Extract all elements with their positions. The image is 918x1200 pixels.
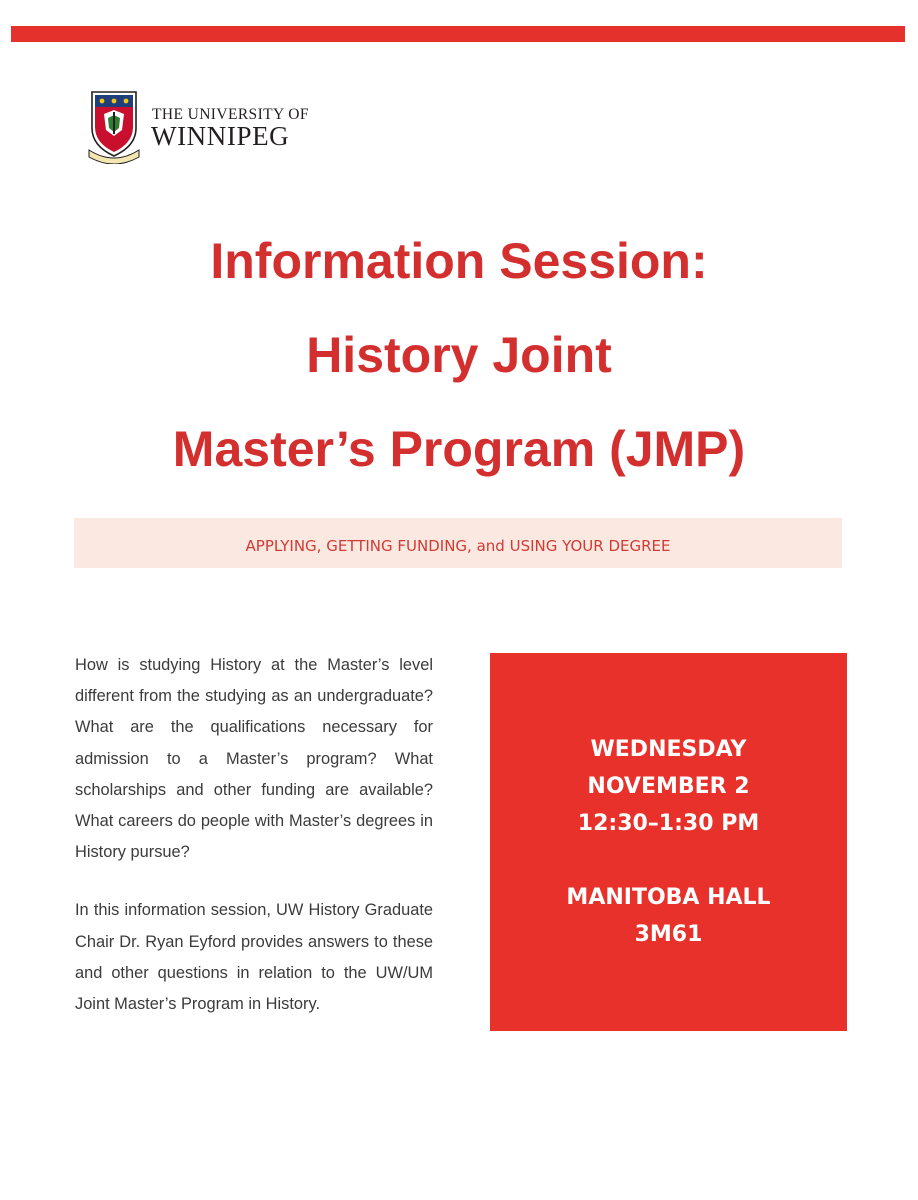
university-logo [86, 88, 326, 164]
subtitle-band: APPLYING, GETTING FUNDING, and USING YOUR DEGREE [74, 518, 842, 568]
university-crest-icon [86, 88, 142, 164]
event-day: WEDNESDAY [590, 737, 747, 762]
title-line-3: Master’s Program (JMP) [172, 421, 746, 477]
page-title [0, 214, 918, 496]
event-time: 12:30–1:30 PM [577, 811, 760, 836]
title-line-1: Information Session: [210, 233, 708, 289]
event-room: 3M61 [634, 922, 703, 947]
title-line-2: History Joint [306, 327, 612, 383]
event-details-box [490, 653, 847, 1031]
logo-wordmark-line2: WINNIPEG [151, 121, 290, 151]
event-building: MANITOBA HALL [566, 885, 771, 910]
top-accent-bar [11, 26, 905, 42]
description-paragraph-2: In this information session, UW History Graduate Chair Dr. Ryan Eyford provides answers to these and other questions in relation to the UW/UM Joint Master’s Program in History. [75, 901, 433, 1014]
description-column [75, 650, 433, 1047]
logo-wordmark-line1: THE UNIVERSITY OF [152, 106, 309, 123]
description-paragraph-1: How is studying History at the Master’s level different from the studying as an undergraduate? What are the qualifications necessary for admission to a Master’s program? What scholarships and other funding are available? What careers do people with Master’s degrees in History pursue? [75, 656, 433, 862]
event-date: NOVEMBER 2 [587, 774, 750, 799]
